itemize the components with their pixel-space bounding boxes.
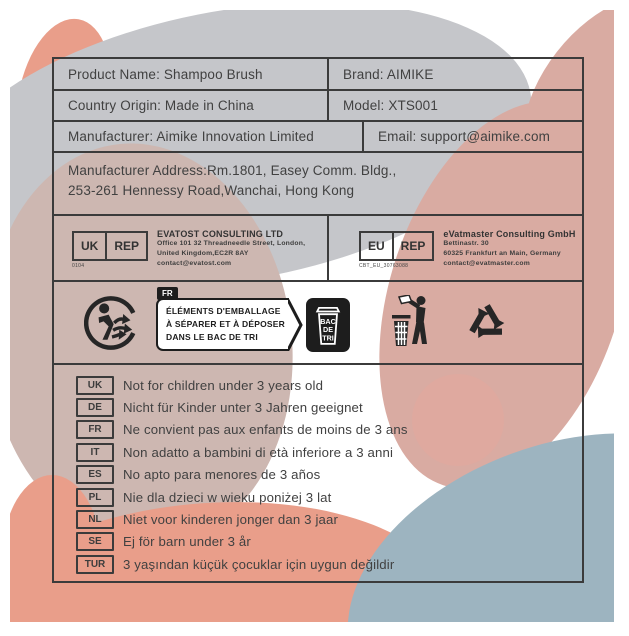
email-cell: Email: support@aimike.com	[378, 129, 551, 144]
fr-label-line: À SÉPARER ET À DÉPOSER	[166, 318, 286, 329]
product-name-cell: Product Name: Shampoo Brush	[54, 59, 329, 89]
table-row	[54, 122, 582, 153]
warning-text: Ne convient pas aux enfants de moins de 3 ans	[123, 422, 408, 438]
lang-code-badge: SE	[76, 532, 114, 551]
warning-text: Nicht für Kinder unter 3 Jahren geeignet	[123, 400, 363, 416]
uk-rep-box	[72, 231, 148, 269]
warning-row	[54, 396, 582, 418]
table-row	[54, 59, 582, 91]
lang-code-badge: UK	[76, 376, 114, 395]
warning-text: Ej för barn under 3 år	[123, 534, 251, 550]
uk-rep-box-left: UK	[74, 233, 107, 259]
warning-row	[54, 531, 582, 553]
lang-code-badge: FR	[76, 420, 114, 439]
warning-text: Non adatto a bambini di età inferiore a 3 anni	[123, 444, 394, 460]
uk-rep-block	[54, 216, 329, 280]
svg-text:DE: DE	[323, 324, 334, 334]
lang-code-badge: ES	[76, 465, 114, 484]
eu-rep-line: 60325 Frankfurt an Main, Germany	[443, 250, 561, 258]
address-line-2: 253-261 Hennessy Road,Wanchai, Hong Kong	[68, 182, 355, 198]
fr-label-line: ÉLÉMENTS D'EMBALLAGE	[166, 305, 281, 316]
model-cell: Model: XTS001	[343, 98, 438, 113]
uk-rep-line: contact@evatost.com	[157, 260, 232, 268]
uk-rep-details	[157, 229, 305, 270]
warning-row	[54, 374, 582, 396]
warning-text: Not for children under 3 years old	[123, 377, 324, 393]
uk-rep-line: United Kingdom,EC2R 8AY	[157, 250, 249, 258]
fr-tag: FR	[157, 287, 178, 300]
tidyman-disposal-icon	[386, 295, 436, 350]
warning-row	[54, 419, 582, 441]
eu-rep-block	[329, 216, 582, 280]
eu-rep-box	[359, 231, 434, 269]
warning-row	[54, 508, 582, 530]
eu-rep-reg-number: CBT_EU_30763088	[359, 263, 409, 269]
svg-text:TRI: TRI	[322, 332, 334, 342]
warning-row	[54, 441, 582, 463]
triman-recycling-icon	[84, 295, 140, 351]
eu-rep-box-left: EU	[361, 233, 394, 259]
address-line-1: Manufacturer Address:Rm.1801, Easey Comm. Bldg.,	[68, 163, 397, 178]
fr-sorting-label	[156, 288, 350, 353]
recycle-mobius-icon	[462, 298, 512, 348]
lang-code-badge: DE	[76, 398, 114, 417]
uk-rep-line: Office 101 32 Threadneedle Street, London,	[157, 240, 306, 247]
representatives-row	[54, 216, 582, 282]
uk-rep-reg-number: 0104	[72, 263, 85, 269]
eu-rep-line: Bettinastr. 30	[443, 240, 489, 247]
table-row	[54, 153, 582, 216]
lang-code-badge: NL	[76, 510, 114, 529]
table-row	[54, 91, 582, 122]
fr-label-textbox	[156, 298, 289, 352]
country-origin-cell: Country Origin: Made in China	[54, 91, 329, 120]
eu-rep-details	[443, 229, 575, 270]
warning-text: No apto para menores de 3 años	[123, 467, 321, 483]
fr-label-arrow	[288, 297, 303, 353]
lang-code-badge: TUR	[76, 555, 114, 574]
warnings-section	[54, 365, 582, 581]
bac-de-tri-bin-icon	[306, 298, 350, 352]
eu-rep-name: eVatmaster Consulting GmbH	[443, 229, 576, 239]
warning-text: Niet voor kinderen jonger dan 3 jaar	[123, 512, 339, 528]
warning-row	[54, 464, 582, 486]
recycling-icons-row	[54, 282, 582, 365]
svg-text:BAC: BAC	[320, 316, 336, 326]
lang-code-badge: PL	[76, 488, 114, 507]
brand-cell: Brand: AIMIKE	[343, 66, 434, 82]
uk-rep-box-right: REP	[114, 239, 140, 253]
warning-text: 3 yaşından küçük çocuklar için uygun değildir	[123, 556, 395, 572]
manufacturer-cell: Manufacturer: Aimike Innovation Limited	[54, 122, 364, 151]
manufacturer-address-cell	[54, 153, 582, 214]
eu-rep-box-right: REP	[400, 239, 426, 253]
lang-code-badge: IT	[76, 443, 114, 462]
eu-rep-line: contact@evatmaster.com	[443, 260, 530, 268]
warning-text: Nie dla dzieci w wieku poniżej 3 lat	[123, 489, 332, 505]
uk-rep-name: EVATOST CONSULTING LTD	[157, 229, 284, 239]
warning-row	[54, 486, 582, 508]
warning-row	[54, 553, 582, 575]
fr-label-line: DANS LE BAC DE TRI	[166, 332, 258, 343]
product-info-table	[52, 57, 584, 583]
